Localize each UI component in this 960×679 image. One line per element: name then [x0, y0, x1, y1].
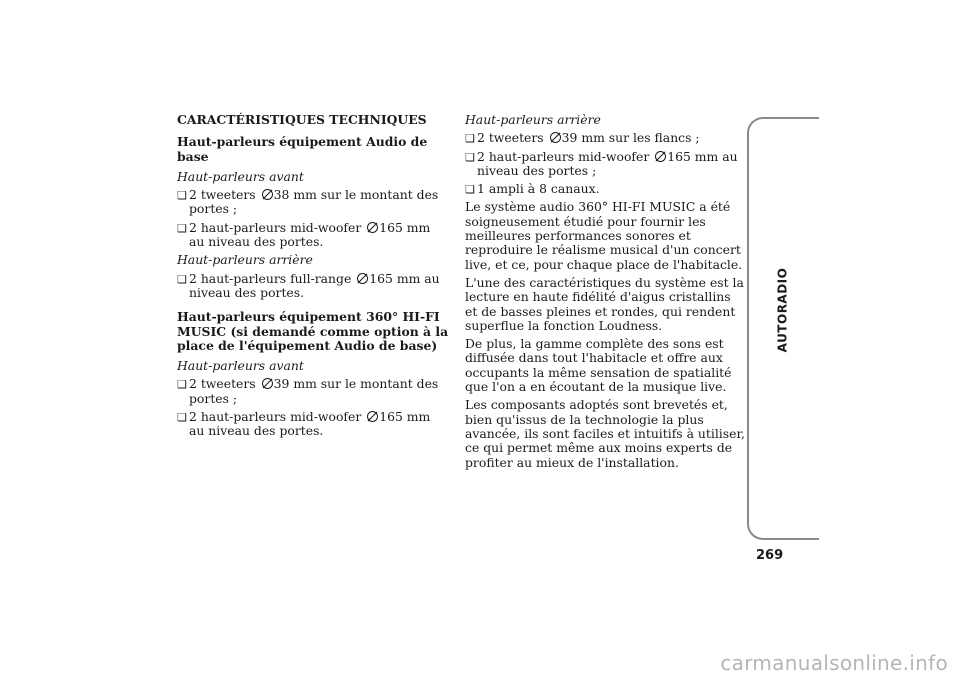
- checkbox-bullet-icon: [177, 377, 188, 392]
- section-tab-label: AUTORADIO: [775, 267, 790, 353]
- list-item: ❑ 1 ampli à 8 canaux.: [465, 182, 745, 196]
- checkbox-bullet-icon: [465, 182, 476, 197]
- hifi-rear-label: Haut-parleurs arrière: [465, 112, 601, 127]
- hifi-speakers-title: Haut-parleurs équipement 360° HI-FI MUSIC (si demandé comme option à la place de l'équipement Audio de base): [177, 309, 449, 353]
- list-item: ❑ 2 haut-parleurs mid-woofer 165 mm au niveau des portes.: [177, 410, 449, 439]
- right-column: [465, 113, 745, 474]
- diameter-icon: [367, 411, 378, 422]
- section-tab-label-wrap: [762, 245, 802, 375]
- checkbox-bullet-icon: [177, 221, 188, 236]
- watermark: carmanualsonline.info: [720, 651, 948, 675]
- section-heading: CARACTÉRISTIQUES TECHNIQUES: [177, 112, 427, 127]
- base-speakers-title: Haut-parleurs équipement Audio de base: [177, 134, 428, 164]
- paragraph: De plus, la gamme complète des sons est diffusée dans tout l'habitacle et offre aux occupants la même sensation de spatialité que l'on a en écoutant de la musique live.: [465, 336, 732, 395]
- diameter-icon: [357, 273, 368, 284]
- list-item: ❑ 2 tweeters 39 mm sur les flancs ;: [465, 131, 745, 145]
- checkbox-bullet-icon: [177, 272, 188, 287]
- checkbox-bullet-icon: [177, 188, 188, 203]
- list-item: ❑ 2 haut-parleurs mid-woofer 165 mm au niveau des portes ;: [465, 150, 745, 179]
- diameter-icon: [262, 378, 273, 389]
- left-column: [177, 113, 449, 443]
- list-item: ❑ 2 haut-parleurs full-range 165 mm au niveau des portes.: [177, 272, 449, 301]
- page-number: 269: [756, 548, 784, 563]
- checkbox-bullet-icon: [465, 131, 476, 146]
- diameter-icon: [655, 151, 666, 162]
- checkbox-bullet-icon: [177, 410, 188, 425]
- list-item: ❑ 2 haut-parleurs mid-woofer 165 mm au niveau des portes.: [177, 221, 449, 250]
- list-item: ❑ 2 tweeters 39 mm sur le montant des portes ;: [177, 377, 449, 406]
- checkbox-bullet-icon: [465, 150, 476, 165]
- diameter-icon: [262, 189, 273, 200]
- diameter-icon: [367, 222, 378, 233]
- base-rear-label: Haut-parleurs arrière: [177, 252, 313, 268]
- list-item: ❑ 2 tweeters 38 mm sur le montant des portes ;: [177, 188, 449, 217]
- paragraph: Les composants adoptés sont brevetés et, bien qu'issus de la technologie la plus avancée, ils sont faciles et intuitifs à utiliser, ce qui permet même aux moins experts de profiter au mieux de l'installation.: [465, 397, 745, 470]
- base-front-label: Haut-parleurs avant: [177, 168, 304, 184]
- paragraph: Le système audio 360° HI-FI MUSIC a été soigneusement étudié pour fournir les meilleures performances sonores et reproduire le réalisme musical d'un concert live, et ce, pour chaque place de l'habitacle.: [465, 199, 743, 272]
- paragraph: L'une des caractéristiques du système est la lecture en haute fidélité d'aigus cristallins et de basses pleines et rondes, qui rendent superflue la fonction Loudness.: [465, 274, 744, 333]
- diameter-icon: [550, 132, 561, 143]
- hifi-front-label: Haut-parleurs avant: [177, 358, 304, 374]
